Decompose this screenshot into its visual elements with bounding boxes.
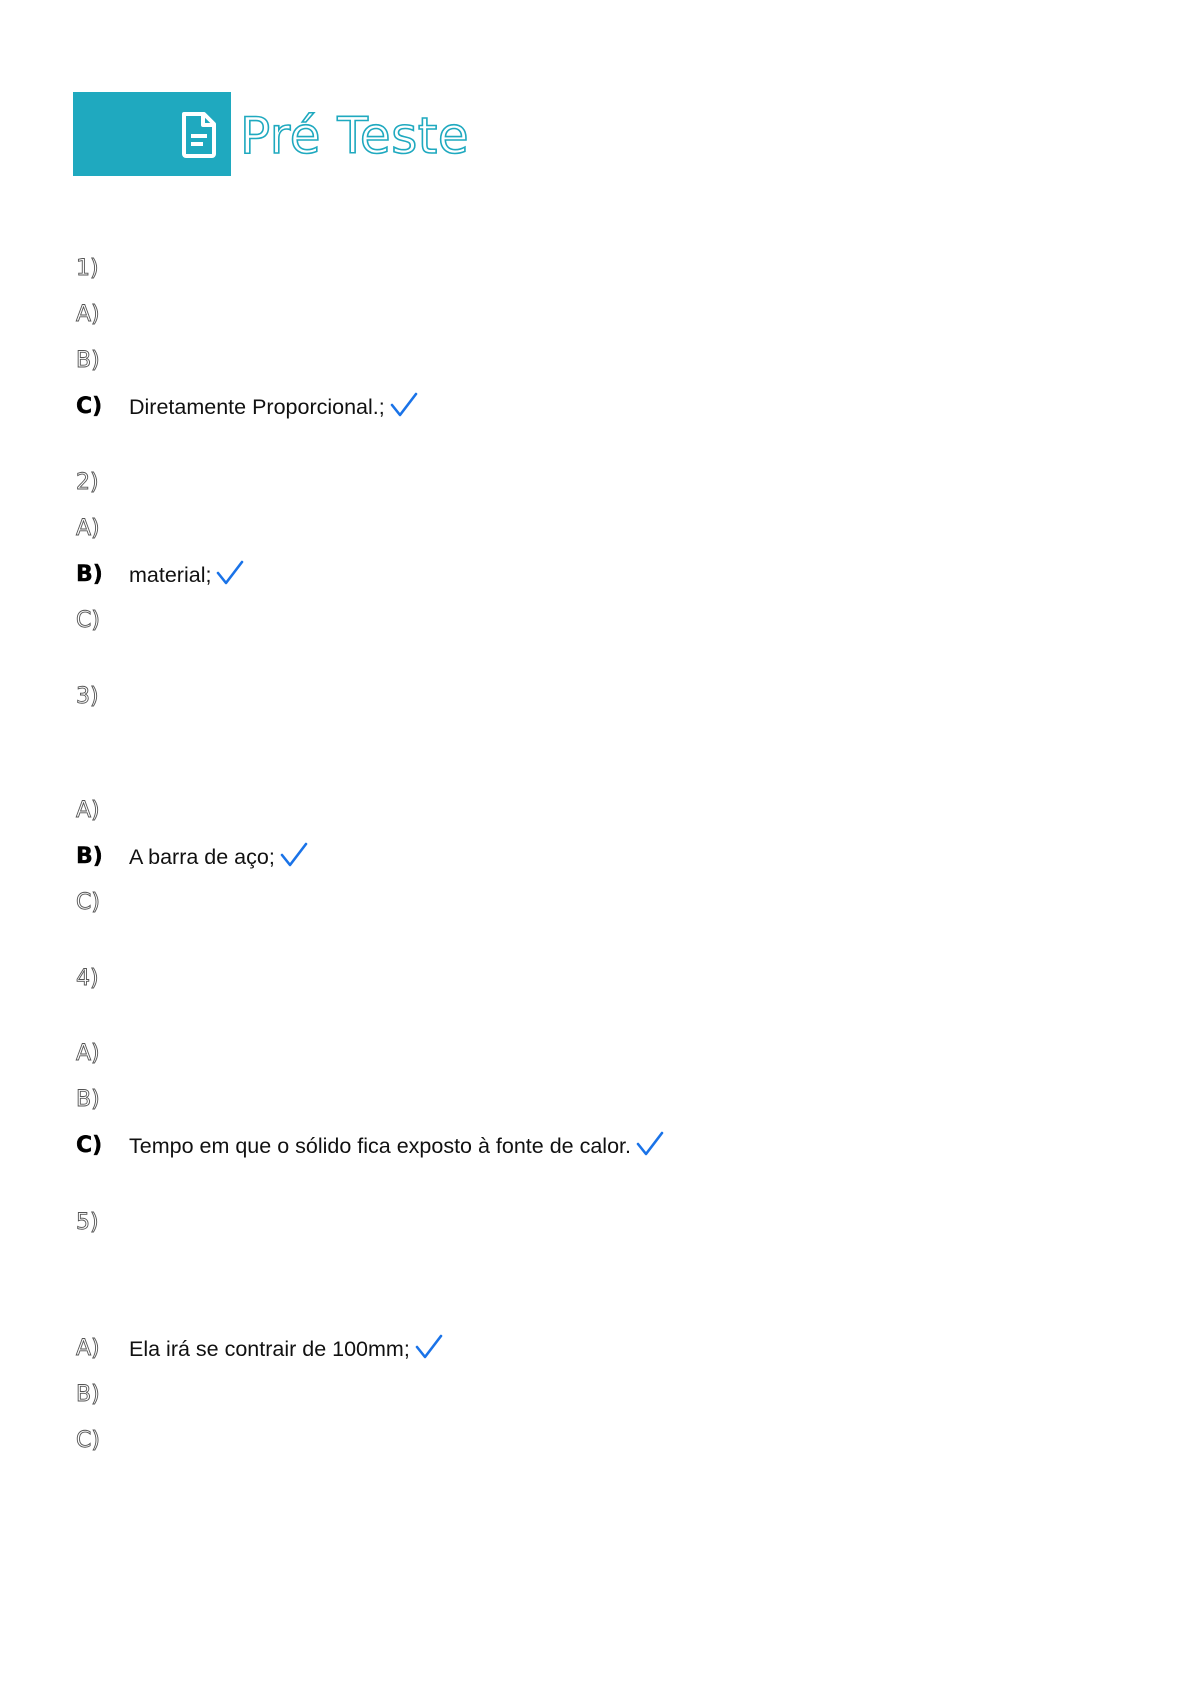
- answer-text: Tempo em que o sólido fica exposto à fonte de calor.: [129, 1129, 665, 1163]
- document-icon: [180, 111, 218, 159]
- option-letter: B): [76, 562, 103, 587]
- checkmark-icon: [635, 1129, 665, 1159]
- option-letter: C): [76, 394, 103, 419]
- page-title: Pré Teste: [240, 107, 470, 165]
- option-letter: C): [76, 1133, 103, 1158]
- answer-text: material;: [129, 558, 245, 592]
- option-letter: A): [76, 1336, 100, 1361]
- checkmark-icon: [279, 840, 309, 870]
- answer-text: Diretamente Proporcional.;: [129, 390, 419, 424]
- checkmark-icon: [215, 558, 245, 588]
- answer-text: Ela irá se contrair de 100mm;: [129, 1332, 444, 1366]
- checkmark-icon: [389, 390, 419, 420]
- answer-text: A barra de aço;: [129, 840, 309, 874]
- option-letter: B): [76, 844, 103, 869]
- checkmark-icon: [414, 1332, 444, 1362]
